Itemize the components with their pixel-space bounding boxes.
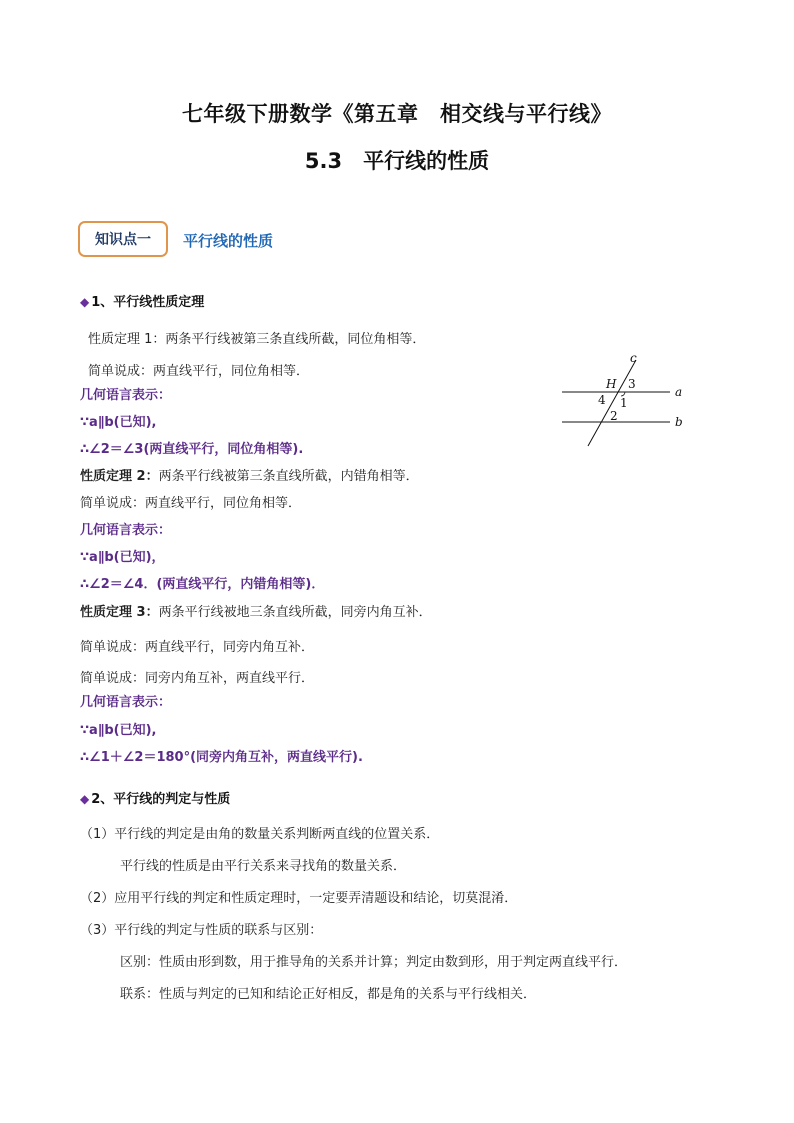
theorem1-text: 两条平行线被第三条直线所截，同位角相等． xyxy=(165,332,426,347)
theorem1-label: 性质定理 1： xyxy=(88,332,166,347)
label-angle-1: 1 xyxy=(620,396,628,410)
geo1-label: 几何语言表示： xyxy=(80,388,172,403)
label-H: H xyxy=(606,377,617,391)
theorem1 xyxy=(88,328,425,347)
theorem3-label: 性质定理 3： xyxy=(80,605,159,620)
section-title: 5.3 平行线的性质 xyxy=(304,149,490,173)
knowledge-point-badge: 知识点一 xyxy=(78,221,168,257)
geo2-line2: ∴∠2＝∠4．(两直线平行，内错角相等)． xyxy=(80,577,325,592)
section2-p3a: 区别：性质由形到数，用于推导角的关系并计算；判定由数到形，用于判定两直线平行． xyxy=(120,955,628,970)
theorem3-simple1: 简单说成：两直线平行，同旁内角互补． xyxy=(80,640,315,655)
section2-heading: ◆ 2、平行线的判定与性质 xyxy=(80,792,231,807)
section2-p3: （3）平行线的判定与性质的联系与区别： xyxy=(80,923,323,938)
parallel-lines-diagram xyxy=(558,352,688,452)
section1-heading: ◆ 1、平行线性质定理 xyxy=(80,295,205,310)
geo3-label: 几何语言表示： xyxy=(80,695,172,710)
theorem2-simple: 简单说成：两直线平行，同位角相等． xyxy=(80,496,302,511)
theorem1-simple: 简单说成：两直线平行，同位角相等． xyxy=(88,364,310,379)
theorem3-simple2: 简单说成：同旁内角互补，两直线平行． xyxy=(80,671,315,686)
document-title: 七年级下册数学《第五章 相交线与平行线》 xyxy=(182,102,612,126)
geo3-line1: ∵a∥b(已知), xyxy=(80,723,157,738)
label-c: c xyxy=(630,352,637,365)
geo3-line2: ∴∠1＋∠2＝180°(同旁内角互补，两直线平行). xyxy=(80,750,363,765)
section2-p3b: 联系：性质与判定的已知和结论正好相反，都是角的关系与平行线相关． xyxy=(120,987,537,1002)
section2-p2: （2）应用平行线的判定和性质定理时，一定要弄清题设和结论，切莫混淆． xyxy=(80,891,518,906)
label-a: a xyxy=(675,385,683,399)
transversal-c xyxy=(588,360,636,446)
geo1-line1: ∵a∥b(已知), xyxy=(80,415,157,430)
theorem3-text: 两条平行线被地三条直线所截，同旁内角互补． xyxy=(158,605,432,620)
label-angle-2: 2 xyxy=(610,409,618,423)
knowledge-point-title: 平行线的性质 xyxy=(183,232,274,250)
section2-p1b: 平行线的性质是由平行关系来寻找角的数量关系． xyxy=(120,859,407,874)
label-angle-3: 3 xyxy=(628,377,636,391)
theorem2-label: 性质定理 2： xyxy=(80,469,159,484)
theorem3 xyxy=(80,601,432,620)
label-angle-4: 4 xyxy=(598,393,606,407)
section2-p1: （1）平行线的判定是由角的数量关系判断两直线的位置关系． xyxy=(80,827,440,842)
geo1-line2: ∴∠2＝∠3(两直线平行，同位角相等). xyxy=(80,442,304,457)
diamond-bullet-icon: ◆ xyxy=(80,295,90,309)
diamond-bullet-icon: ◆ xyxy=(80,792,90,806)
theorem2-text: 两条平行线被第三条直线所截，内错角相等． xyxy=(158,469,419,484)
geo2-label: 几何语言表示： xyxy=(80,523,172,538)
label-b: b xyxy=(675,415,683,429)
geo2-line1: ∵a∥b(已知)， xyxy=(80,550,165,565)
theorem2 xyxy=(80,465,419,484)
